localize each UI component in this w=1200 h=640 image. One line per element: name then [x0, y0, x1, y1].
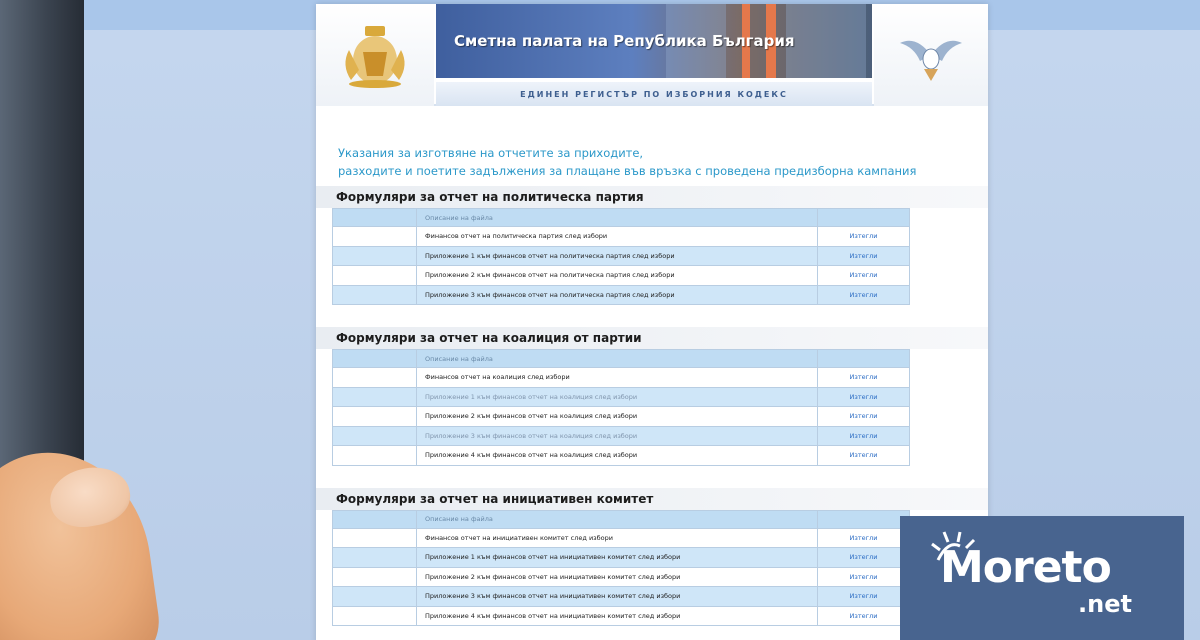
download-link[interactable]: Изтегли — [818, 548, 910, 568]
download-link[interactable]: Изтегли — [818, 528, 910, 548]
bulgarian-crest-icon — [335, 20, 415, 90]
file-description: Приложение 1 към финансов отчет на инициативен комитет след избори — [417, 548, 818, 568]
file-description: Финансов отчет на политическа партия след избори — [417, 227, 818, 247]
file-description: Приложение 3 към финансов отчет на коалиция след избори — [417, 426, 818, 446]
table-row — [333, 528, 910, 548]
file-description: Приложение 4 към финансов отчет на инициативен комитет след избори — [417, 606, 818, 626]
download-link[interactable]: Изтегли — [818, 606, 910, 626]
table-row — [333, 567, 910, 587]
download-link[interactable]: Изтегли — [818, 246, 910, 266]
table-row — [333, 285, 910, 305]
site-subtitle: ЕДИНЕН РЕГИСТЪР ПО ИЗБОРНИЯ КОДЕКС — [436, 82, 872, 106]
download-link[interactable]: Изтегли — [818, 407, 910, 427]
file-description: Приложение 3 към финансов отчет на политическа партия след избори — [417, 285, 818, 305]
files-table-party — [332, 208, 910, 305]
eagle-emblem-icon — [896, 25, 966, 85]
file-description: Финансов отчет на коалиция след избори — [417, 368, 818, 388]
table-row — [333, 407, 910, 427]
download-link[interactable]: Изтегли — [818, 567, 910, 587]
intro-line-2: разходите и поетите задължения за плащане във връзка с проведена предизборна кампания — [338, 164, 917, 178]
logo-suffix: .net — [1078, 590, 1132, 618]
instructions-link[interactable] — [316, 144, 988, 180]
file-description: Финансов отчет на инициативен комитет след избори — [417, 528, 818, 548]
column-header-description: Описание на файла — [417, 350, 818, 368]
download-link[interactable]: Изтегли — [818, 227, 910, 247]
crest-panel — [316, 4, 434, 106]
file-description: Приложение 2 към финансов отчет на политическа партия след избори — [417, 266, 818, 286]
file-description: Приложение 2 към финансов отчет на коалиция след избори — [417, 407, 818, 427]
site-title: Сметна палата на Република България — [454, 32, 795, 50]
table-row — [333, 426, 910, 446]
table-row — [333, 387, 910, 407]
moreto-logo — [900, 516, 1184, 640]
download-link[interactable]: Изтегли — [818, 387, 910, 407]
table-row — [333, 227, 910, 247]
table-row — [333, 606, 910, 626]
section-title-party: Формуляри за отчет на политическа партия — [316, 186, 988, 208]
main-content — [316, 106, 988, 626]
table-row — [333, 266, 910, 286]
column-header-description: Описание на файла — [417, 209, 818, 227]
download-link[interactable]: Изтегли — [818, 426, 910, 446]
section-title-committee: Формуляри за отчет на инициативен комитет — [316, 488, 988, 510]
download-link[interactable]: Изтегли — [818, 368, 910, 388]
table-row — [333, 368, 910, 388]
download-link[interactable]: Изтегли — [818, 587, 910, 607]
table-row — [333, 246, 910, 266]
download-link[interactable]: Изтегли — [818, 285, 910, 305]
table-row — [333, 587, 910, 607]
web-page — [316, 4, 988, 640]
eagle-panel — [874, 4, 988, 106]
file-description: Приложение 3 към финансов отчет на инициативен комитет след избори — [417, 587, 818, 607]
file-description: Приложение 4 към финансов отчет на коалиция след избори — [417, 446, 818, 466]
file-description: Приложение 1 към финансов отчет на коалиция след избори — [417, 387, 818, 407]
logo-brand: Moreto — [940, 542, 1111, 593]
header-banner — [436, 4, 872, 78]
download-link[interactable]: Изтегли — [818, 266, 910, 286]
files-table-committee — [332, 510, 910, 627]
file-description: Приложение 2 към финансов отчет на инициативен комитет след избори — [417, 567, 818, 587]
site-header — [316, 4, 988, 106]
section-title-coalition: Формуляри за отчет на коалиция от партии — [316, 327, 988, 349]
files-table-coalition — [332, 349, 910, 466]
table-row — [333, 548, 910, 568]
file-description: Приложение 1 към финансов отчет на политическа партия след избори — [417, 246, 818, 266]
intro-line-1: Указания за изготвяне на отчетите за приходите, — [338, 146, 644, 160]
table-row — [333, 446, 910, 466]
download-link[interactable]: Изтегли — [818, 446, 910, 466]
column-header-description: Описание на файла — [417, 510, 818, 528]
